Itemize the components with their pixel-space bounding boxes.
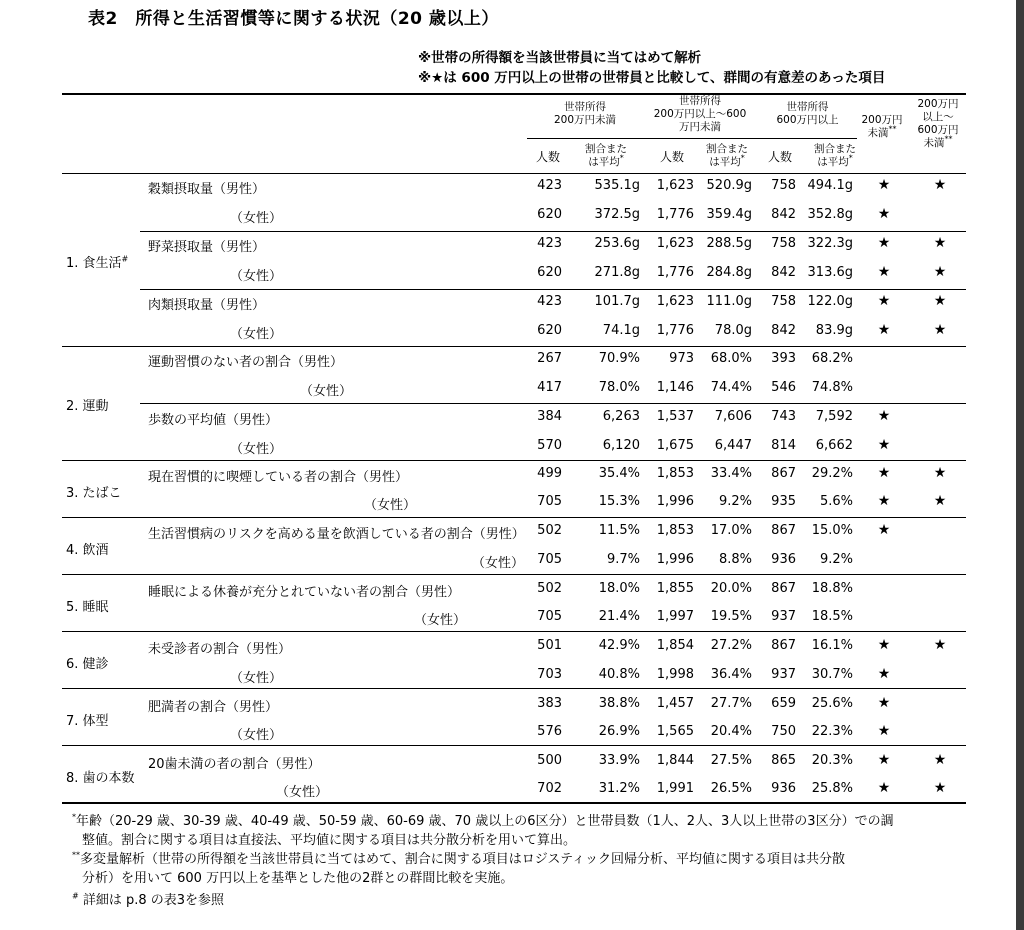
header-group-under-200: 世帯所得 200万円未満 (553, 101, 617, 126)
section-rule (62, 688, 966, 689)
cell-v1: 33.9% (598, 753, 640, 768)
cell-n3: 758 (771, 178, 796, 193)
cell-v3: 322.3g (807, 236, 853, 251)
row-label: 生活習慣病のリスクを高める量を飲酒している者の割合（男性） (148, 527, 525, 542)
cell-v2: 27.5% (710, 753, 752, 768)
cell-n1: 570 (537, 438, 562, 453)
cell-n1: 703 (537, 667, 562, 682)
cell-n2: 1,623 (656, 178, 694, 193)
table-top-rule (62, 93, 966, 95)
cell-v1: 18.0% (598, 581, 640, 596)
cell-n1: 705 (537, 552, 562, 567)
cell-v1: 9.7% (606, 552, 640, 567)
cell-n2: 1,855 (656, 581, 694, 596)
cell-n3: 842 (771, 207, 796, 222)
cell-v3: 16.1% (811, 638, 853, 653)
cell-n2: 1,623 (656, 236, 694, 251)
cell-n1: 267 (537, 351, 562, 366)
significance-star-icon: ★ (933, 637, 947, 653)
section-rule (62, 745, 966, 746)
cell-n3: 750 (771, 724, 796, 739)
row-label: （女性） (230, 442, 283, 457)
cell-v2: 284.8g (706, 265, 752, 280)
cell-n2: 1,844 (656, 753, 694, 768)
cell-v2: 7,606 (714, 409, 752, 424)
header-group-200-600: 世帯所得 200万円以上～600 万円未満 (653, 95, 747, 133)
row-label: 野菜摂取量（男性） (148, 240, 266, 255)
significance-star-icon: ★ (877, 752, 891, 768)
window-edge (1016, 0, 1024, 930)
cell-v1: 372.5g (594, 207, 640, 222)
row-label: （女性） (472, 556, 525, 571)
cell-n3: 937 (771, 667, 796, 682)
cell-v2: 20.4% (710, 724, 752, 739)
cell-n2: 1,853 (656, 466, 694, 481)
cell-v1: 101.7g (594, 294, 640, 309)
significance-star-icon: ★ (877, 493, 891, 509)
cell-n2: 1,998 (656, 667, 694, 682)
significance-star-icon: ★ (877, 723, 891, 739)
significance-star-icon: ★ (877, 235, 891, 251)
cell-n1: 620 (537, 207, 562, 222)
significance-star-icon: ★ (877, 522, 891, 538)
cell-v2: 74.4% (710, 380, 752, 395)
note-significance: ※★は 600 万円以上の世帯の世帯員と比較して、群間の有意差のあった項目 (418, 70, 886, 86)
cell-n3: 546 (771, 380, 796, 395)
significance-star-icon: ★ (933, 293, 947, 309)
cell-v3: 9.2% (819, 552, 853, 567)
footnote-multivariate: **多変量解析（世帯の所得額を当該世帯員に当てはめて、割合に関する項目はロジスティック回帰分析、平均値に関する項目は共分散 (72, 850, 846, 867)
significance-star-icon: ★ (933, 493, 947, 509)
row-label: （女性） (276, 785, 329, 800)
cell-n1: 705 (537, 609, 562, 624)
table-title: 表2 所得と生活習慣等に関する状況（20 歳以上） (88, 9, 499, 29)
significance-star-icon: ★ (933, 752, 947, 768)
cell-v2: 26.5% (710, 781, 752, 796)
cell-n2: 973 (669, 351, 694, 366)
cell-n3: 743 (771, 409, 796, 424)
category-exercise: 2. 運動 (66, 399, 109, 414)
cell-n1: 499 (537, 466, 562, 481)
item-rule (140, 403, 966, 404)
cell-v2: 111.0g (706, 294, 752, 309)
significance-star-icon: ★ (877, 206, 891, 222)
cell-n2: 1,997 (656, 609, 694, 624)
note-analysis: ※世帯の所得額を当該世帯員に当てはめて解析 (418, 50, 702, 66)
cell-n2: 1,623 (656, 294, 694, 309)
row-label: 歩数の平均値（男性） (148, 413, 279, 428)
row-label: 肥満者の割合（男性） (148, 700, 279, 715)
row-label: （女性） (364, 498, 417, 513)
row-label: 運動習慣のない者の割合（男性） (148, 355, 344, 370)
cell-v1: 26.9% (598, 724, 640, 739)
cell-n3: 842 (771, 323, 796, 338)
cell-n2: 1,991 (656, 781, 694, 796)
cell-n3: 936 (771, 552, 796, 567)
significance-star-icon: ★ (877, 177, 891, 193)
cell-v2: 6,447 (714, 438, 752, 453)
cell-v3: 68.2% (811, 351, 853, 366)
cell-v1: 15.3% (598, 494, 640, 509)
cell-n3: 393 (771, 351, 796, 366)
header-count-1: 人数 (535, 150, 560, 164)
cell-n1: 384 (537, 409, 562, 424)
cell-v3: 25.8% (811, 781, 853, 796)
cell-v1: 271.8g (594, 265, 640, 280)
significance-star-icon: ★ (933, 235, 947, 251)
significance-star-icon: ★ (877, 322, 891, 338)
cell-v3: 313.6g (807, 265, 853, 280)
significance-star-icon: ★ (877, 437, 891, 453)
cell-n2: 1,565 (656, 724, 694, 739)
footnote-reference: # 詳細は p.8 の表3を参照 (72, 891, 225, 908)
cell-n2: 1,776 (656, 265, 694, 280)
header-value-1: 割合また は平均* (585, 143, 627, 168)
row-label: 穀類摂取量（男性） (148, 182, 266, 197)
significance-star-icon: ★ (933, 177, 947, 193)
row-label: 睡眠による休養が充分とれていない者の割合（男性） (148, 585, 461, 600)
row-label: （女性） (230, 211, 283, 226)
cell-v3: 7,592 (815, 409, 853, 424)
cell-n3: 659 (771, 696, 796, 711)
cell-v3: 15.0% (811, 523, 853, 538)
cell-v3: 74.8% (811, 380, 853, 395)
cell-n1: 500 (537, 753, 562, 768)
section-rule (62, 574, 966, 575)
cell-v2: 17.0% (710, 523, 752, 538)
item-rule (140, 231, 966, 232)
header-group-over-600: 世帯所得 600万円以上 (776, 101, 839, 126)
significance-star-icon: ★ (933, 264, 947, 280)
cell-n2: 1,854 (656, 638, 694, 653)
cell-n3: 867 (771, 581, 796, 596)
cell-n2: 1,776 (656, 323, 694, 338)
cell-n3: 842 (771, 265, 796, 280)
cell-n1: 423 (537, 236, 562, 251)
header-sub-rule (527, 138, 857, 139)
cell-v2: 288.5g (706, 236, 752, 251)
cell-n2: 1,537 (656, 409, 694, 424)
footnote-multivariate-cont: 分析）を用いて 600 万円以上を基準とした他の2群との群間比較を実施。 (82, 871, 514, 886)
header-sig-under-200: 200万円 未満** (861, 114, 903, 139)
cell-n1: 423 (537, 294, 562, 309)
cell-v1: 6,263 (602, 409, 640, 424)
cell-n2: 1,146 (656, 380, 694, 395)
cell-v2: 78.0g (714, 323, 752, 338)
cell-v3: 494.1g (807, 178, 853, 193)
cell-v2: 8.8% (718, 552, 752, 567)
cell-v3: 18.8% (811, 581, 853, 596)
cell-v3: 5.6% (819, 494, 853, 509)
cell-v2: 33.4% (710, 466, 752, 481)
significance-star-icon: ★ (933, 465, 947, 481)
cell-v1: 38.8% (598, 696, 640, 711)
significance-star-icon: ★ (877, 293, 891, 309)
significance-star-icon: ★ (877, 264, 891, 280)
cell-v3: 6,662 (815, 438, 853, 453)
category-sleep: 5. 睡眠 (66, 600, 109, 615)
section-rule (62, 517, 966, 518)
footnote-adjustment-cont: 整値。割合に関する項目は直接法、平均値に関する項目は共分散分析を用いて算出。 (82, 833, 577, 848)
cell-n1: 502 (537, 581, 562, 596)
cell-n3: 936 (771, 781, 796, 796)
cell-v2: 359.4g (706, 207, 752, 222)
cell-v2: 27.7% (710, 696, 752, 711)
cell-v2: 20.0% (710, 581, 752, 596)
significance-star-icon: ★ (877, 695, 891, 711)
cell-n1: 383 (537, 696, 562, 711)
cell-v2: 36.4% (710, 667, 752, 682)
category-checkup: 6. 健診 (66, 657, 109, 672)
cell-n2: 1,457 (656, 696, 694, 711)
header-count-2: 人数 (659, 150, 684, 164)
cell-n3: 935 (771, 494, 796, 509)
significance-star-icon: ★ (877, 666, 891, 682)
cell-v3: 29.2% (811, 466, 853, 481)
cell-n1: 423 (537, 178, 562, 193)
section-rule (62, 631, 966, 632)
row-label: （女性） (414, 613, 467, 628)
cell-v1: 40.8% (598, 667, 640, 682)
cell-n1: 705 (537, 494, 562, 509)
cell-v1: 35.4% (598, 466, 640, 481)
cell-n3: 867 (771, 523, 796, 538)
section-rule (62, 346, 966, 347)
category-alcohol: 4. 飲酒 (66, 543, 109, 558)
cell-v1: 74.1g (602, 323, 640, 338)
significance-star-icon: ★ (877, 408, 891, 424)
cell-n2: 1,996 (656, 552, 694, 567)
cell-n3: 867 (771, 638, 796, 653)
cell-n1: 576 (537, 724, 562, 739)
cell-n3: 937 (771, 609, 796, 624)
row-label: （女性） (230, 269, 283, 284)
header-count-3: 人数 (767, 150, 792, 164)
header-value-2: 割合また は平均* (706, 143, 748, 168)
cell-n1: 501 (537, 638, 562, 653)
significance-star-icon: ★ (877, 465, 891, 481)
row-label: （女性） (230, 728, 283, 743)
cell-n1: 502 (537, 523, 562, 538)
row-label: 現在習慣的に喫煙している者の割合（男性） (148, 470, 409, 485)
row-label: （女性） (300, 384, 353, 399)
cell-n2: 1,853 (656, 523, 694, 538)
cell-v3: 352.8g (807, 207, 853, 222)
significance-star-icon: ★ (933, 780, 947, 796)
footnote-adjustment: *年齢（20-29 歳、30-39 歳、40-49 歳、50-59 歳、60-69 歳、70 歳以上の6区分）と世帯員数（1人、2人、3人以上世帯の3区分）での調 (72, 812, 894, 829)
cell-n2: 1,776 (656, 207, 694, 222)
cell-v1: 78.0% (598, 380, 640, 395)
category-diet: 1. 食生活# (66, 254, 129, 271)
row-label: 20歯未満の者の割合（男性） (148, 757, 321, 772)
cell-n3: 758 (771, 294, 796, 309)
cell-v3: 83.9g (815, 323, 853, 338)
cell-v1: 70.9% (598, 351, 640, 366)
item-rule (140, 289, 966, 290)
cell-n3: 865 (771, 753, 796, 768)
cell-v2: 27.2% (710, 638, 752, 653)
cell-n1: 620 (537, 323, 562, 338)
row-label: （女性） (230, 327, 283, 342)
category-body-type: 7. 体型 (66, 714, 109, 729)
row-label: 肉類摂取量（男性） (148, 298, 266, 313)
row-label: （女性） (230, 671, 283, 686)
cell-v2: 19.5% (710, 609, 752, 624)
cell-n3: 758 (771, 236, 796, 251)
cell-v1: 21.4% (598, 609, 640, 624)
table-bottom-rule (62, 802, 966, 804)
cell-v2: 68.0% (710, 351, 752, 366)
cell-v1: 31.2% (598, 781, 640, 796)
category-tobacco: 3. たばこ (66, 486, 122, 501)
cell-n3: 867 (771, 466, 796, 481)
cell-v3: 22.3% (811, 724, 853, 739)
cell-v3: 25.6% (811, 696, 853, 711)
header-bottom-rule (62, 173, 966, 174)
cell-v3: 122.0g (807, 294, 853, 309)
cell-v1: 535.1g (594, 178, 640, 193)
cell-n1: 620 (537, 265, 562, 280)
cell-n2: 1,675 (656, 438, 694, 453)
header-value-3: 割合また は平均* (814, 143, 856, 168)
significance-star-icon: ★ (877, 637, 891, 653)
cell-v2: 520.9g (706, 178, 752, 193)
cell-n1: 702 (537, 781, 562, 796)
cell-v1: 42.9% (598, 638, 640, 653)
cell-v1: 253.6g (594, 236, 640, 251)
significance-star-icon: ★ (877, 780, 891, 796)
cell-v2: 9.2% (718, 494, 752, 509)
cell-n1: 417 (537, 380, 562, 395)
category-teeth: 8. 歯の本数 (66, 771, 135, 786)
row-label: 未受診者の割合（男性） (148, 642, 292, 657)
cell-v3: 30.7% (811, 667, 853, 682)
header-sig-200-600: 200万円 以上～ 600万円 未満** (917, 98, 959, 149)
cell-v3: 18.5% (811, 609, 853, 624)
cell-n3: 814 (771, 438, 796, 453)
significance-star-icon: ★ (933, 322, 947, 338)
section-rule (62, 460, 966, 461)
cell-v1: 6,120 (602, 438, 640, 453)
cell-n2: 1,996 (656, 494, 694, 509)
cell-v1: 11.5% (598, 523, 640, 538)
cell-v3: 20.3% (811, 753, 853, 768)
